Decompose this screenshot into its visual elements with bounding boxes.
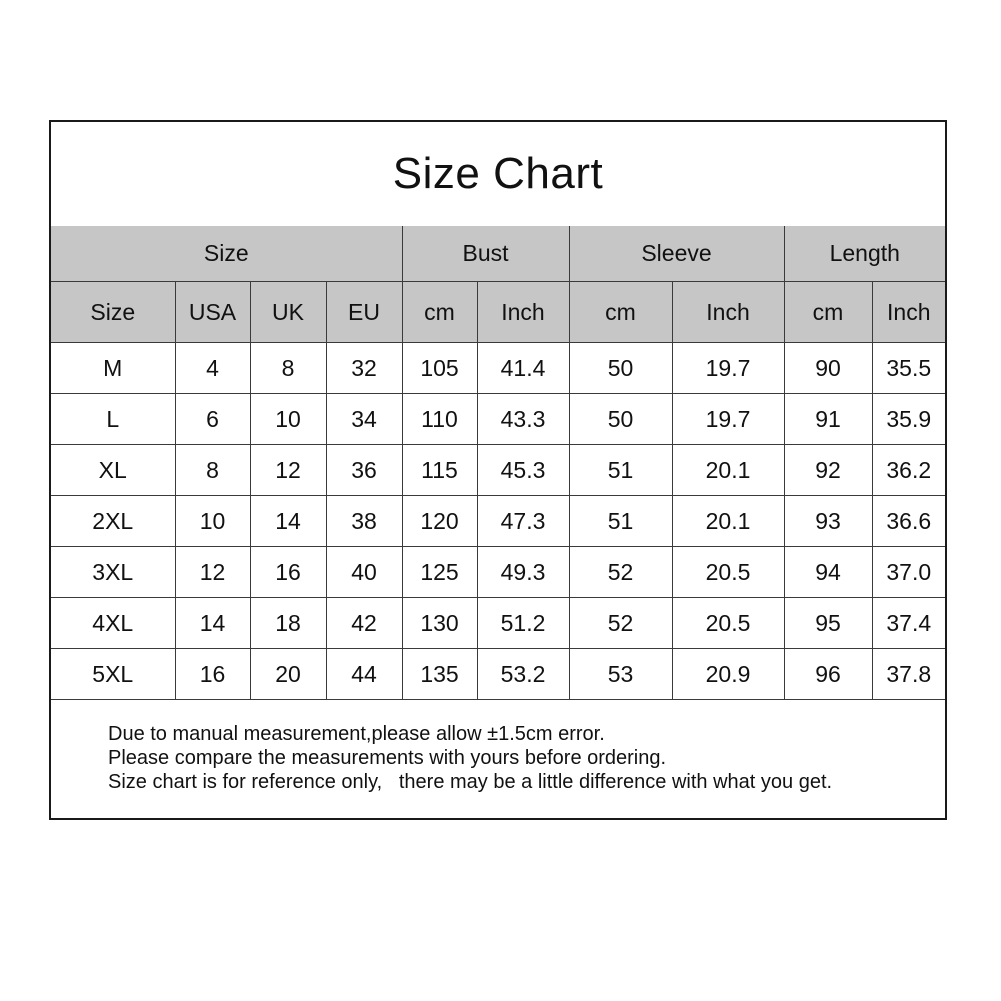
table-cell: 20.1 [672,445,784,496]
table-cell: 4XL [51,598,175,649]
table-row [51,598,945,649]
table-cell: 120 [402,496,477,547]
table-cell: 125 [402,547,477,598]
table-cell: 19.7 [672,394,784,445]
table-cell: 91 [784,394,872,445]
note-line: Please compare the measurements with yours before ordering. [108,747,667,769]
table-cell: 40 [326,547,402,598]
table-cell: 110 [402,394,477,445]
table-cell: 96 [784,649,872,700]
table-cell: 130 [402,598,477,649]
table-cell: 20.9 [672,649,784,700]
table-cell: 4 [175,343,250,394]
table-cell: L [51,394,175,445]
note-line: Due to manual measurement,please allow ±1.5cm error. [108,723,605,745]
table-cell: 20 [250,649,326,700]
table-cell: 44 [326,649,402,700]
table-row [51,547,945,598]
table-cell: 36.2 [872,445,945,496]
column-header-cell: Inch [477,282,569,343]
group-header-cell: Sleeve [569,226,784,282]
column-header-cell: Size [51,282,175,343]
column-header-cell: cm [784,282,872,343]
table-cell: 47.3 [477,496,569,547]
table-cell: 36.6 [872,496,945,547]
table-cell: 43.3 [477,394,569,445]
table-cell: 16 [175,649,250,700]
table-cell: 8 [250,343,326,394]
table-cell: 52 [569,598,672,649]
group-header-row [51,226,945,282]
table-cell: 34 [326,394,402,445]
column-header-cell: Inch [672,282,784,343]
size-table [51,226,945,700]
table-cell: 49.3 [477,547,569,598]
group-header-cell: Size [51,226,402,282]
note-line: Size chart is for reference only, there may be a little difference with what you get. [108,771,833,793]
table-cell: 51 [569,445,672,496]
table-cell: 51 [569,496,672,547]
table-cell: 52 [569,547,672,598]
table-cell: 35.9 [872,394,945,445]
table-cell: 53.2 [477,649,569,700]
table-cell: 38 [326,496,402,547]
table-row [51,649,945,700]
column-header-cell: EU [326,282,402,343]
table-row [51,394,945,445]
table-cell: 6 [175,394,250,445]
table-cell: 45.3 [477,445,569,496]
table-cell: 53 [569,649,672,700]
table-cell: M [51,343,175,394]
column-header-cell: cm [402,282,477,343]
table-cell: 10 [250,394,326,445]
table-cell: 95 [784,598,872,649]
table-cell: 5XL [51,649,175,700]
table-cell: 32 [326,343,402,394]
table-body [51,226,945,700]
table-row [51,343,945,394]
table-cell: 50 [569,343,672,394]
table-cell: 16 [250,547,326,598]
table-cell: 20.1 [672,496,784,547]
table-cell: 36 [326,445,402,496]
table-cell: 50 [569,394,672,445]
table-cell: XL [51,445,175,496]
table-cell: 37.0 [872,547,945,598]
table-cell: 94 [784,547,872,598]
notes [108,722,832,794]
table-cell: 51.2 [477,598,569,649]
table-row [51,496,945,547]
column-header-cell: USA [175,282,250,343]
table-cell: 105 [402,343,477,394]
table-cell: 14 [250,496,326,547]
table-cell: 8 [175,445,250,496]
column-header-cell: Inch [872,282,945,343]
table-cell: 115 [402,445,477,496]
table-cell: 20.5 [672,547,784,598]
table-cell: 35.5 [872,343,945,394]
group-header-cell: Length [784,226,945,282]
table-cell: 14 [175,598,250,649]
table-cell: 92 [784,445,872,496]
chart-title: Size Chart [392,149,604,198]
table-cell: 3XL [51,547,175,598]
table-row [51,445,945,496]
table-cell: 37.8 [872,649,945,700]
table-cell: 41.4 [477,343,569,394]
table-cell: 37.4 [872,598,945,649]
table-cell: 2XL [51,496,175,547]
table-cell: 135 [402,649,477,700]
column-header-row [51,282,945,343]
table-cell: 20.5 [672,598,784,649]
size-chart-frame [49,120,947,820]
group-header-cell: Bust [402,226,569,282]
table-cell: 12 [175,547,250,598]
table-cell: 10 [175,496,250,547]
table-cell: 42 [326,598,402,649]
table-cell: 19.7 [672,343,784,394]
column-header-cell: UK [250,282,326,343]
column-header-cell: cm [569,282,672,343]
table-cell: 93 [784,496,872,547]
table-cell: 18 [250,598,326,649]
table-cell: 12 [250,445,326,496]
table-cell: 90 [784,343,872,394]
